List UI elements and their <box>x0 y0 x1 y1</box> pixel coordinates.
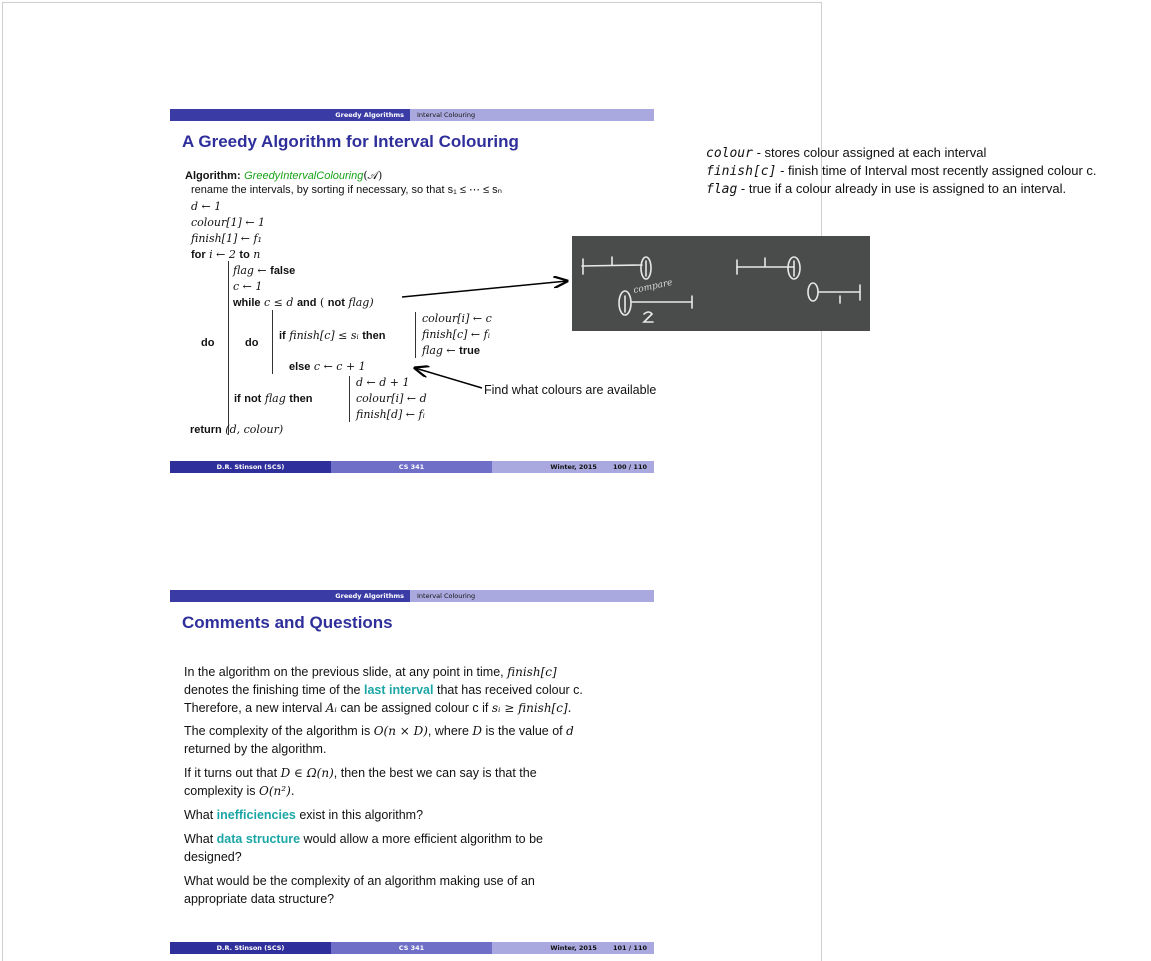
paragraph-2: The complexity of the algorithm is O(n × D), where D is the value of d returned by the algorithm. <box>184 724 574 756</box>
footer-term: Winter, 2015 100 / 110 <box>492 461 654 473</box>
note-colour: colour - stores colour assigned at each interval <box>706 145 987 161</box>
header-section: Greedy Algorithms <box>170 590 410 602</box>
footer-author: D.R. Stinson (SCS) <box>170 461 331 473</box>
header-section: Greedy Algorithms <box>170 109 410 121</box>
paragraph-4: What inefficiencies exist in this algorithm? <box>184 808 424 822</box>
annotation-find-colours: Find what colours are available <box>484 383 657 397</box>
algo-line-finish: finish[1] ← f₁ <box>191 232 262 245</box>
algo-line-t2c: finish[d] ← fᵢ <box>356 408 425 421</box>
slide-title: Comments and Questions <box>182 613 393 632</box>
paragraph-3: If it turns out that D ∈ Ω(n), then the best we can say is that the complexity is O(n²). <box>184 766 537 798</box>
note-finish: finish[c] - finish time of Interval most recently assigned colour c. <box>706 163 1097 179</box>
algo-line-t2a: d ← d + 1 <box>356 376 410 389</box>
algo-line-for: for i ← 2 to n <box>191 248 261 261</box>
algo-line-return: return (d, colour) <box>190 423 284 436</box>
paragraph-1: In the algorithm on the previous slide, at any point in time, finish[c] denotes the finishing time of the last interval that has received colour c. Therefore, a new interval Aᵢ can be assigned colour c if sᵢ ≥ finish[c]. <box>184 665 583 715</box>
algo-line-c-init: c ← 1 <box>233 280 263 293</box>
slide-title: A Greedy Algorithm for Interval Colouring <box>182 132 519 151</box>
header-subsection: Interval Colouring <box>410 590 654 602</box>
arrow-to-while <box>402 281 567 297</box>
paragraph-5: What data structure would allow a more efficient algorithm to be designed? <box>184 832 543 864</box>
algo-line-while: while c ≤ d and ( not flag) <box>233 296 374 309</box>
footer-author: D.R. Stinson (SCS) <box>170 942 331 954</box>
algo-line-if-not-flag: if not flag then <box>234 392 313 405</box>
algo-line-rename: rename the intervals, by sorting if necessary, so that s₁ ≤ ⋯ ≤ sₙ <box>191 184 502 196</box>
algo-line-if: if finish[c] ≤ sᵢ then <box>279 329 386 342</box>
footer-course: CS 341 <box>331 942 492 954</box>
algo-line-colour: colour[1] ← 1 <box>191 216 266 229</box>
header-subsection: Interval Colouring <box>410 109 654 121</box>
algorithm-name: GreedyIntervalColouring <box>244 170 364 182</box>
algo-line-then2: finish[c] ← fᵢ <box>422 328 490 341</box>
do-keyword-outer: do <box>201 337 215 349</box>
algo-line-then1: colour[i] ← c <box>422 312 492 325</box>
do-keyword-inner: do <box>245 337 259 349</box>
footer-page-number: 101 / 110 <box>612 944 647 952</box>
footer-course: CS 341 <box>331 461 492 473</box>
algo-line-else: else c ← c + 1 <box>289 360 366 373</box>
algo-line-t2b: colour[i] ← d <box>356 392 427 405</box>
note-flag: flag - true if a colour already in use is assigned to an interval. <box>706 181 1067 197</box>
paragraph-6: What would be the complexity of an algorithm making use of an appropriate data structure? <box>184 874 535 906</box>
algo-line-then3: flag ← true <box>422 344 480 357</box>
algo-line-flag-false: flag ← false <box>233 264 296 277</box>
arrow-to-else <box>415 368 482 388</box>
algo-line-d: d ← 1 <box>191 200 222 213</box>
chalk-text-compare: compare <box>632 277 674 296</box>
footer-page-number: 100 / 110 <box>612 463 647 471</box>
algorithm-heading: Algorithm: GreedyIntervalColouring(𝒜) <box>185 169 383 182</box>
footer-term: Winter, 2015 101 / 110 <box>492 942 654 954</box>
